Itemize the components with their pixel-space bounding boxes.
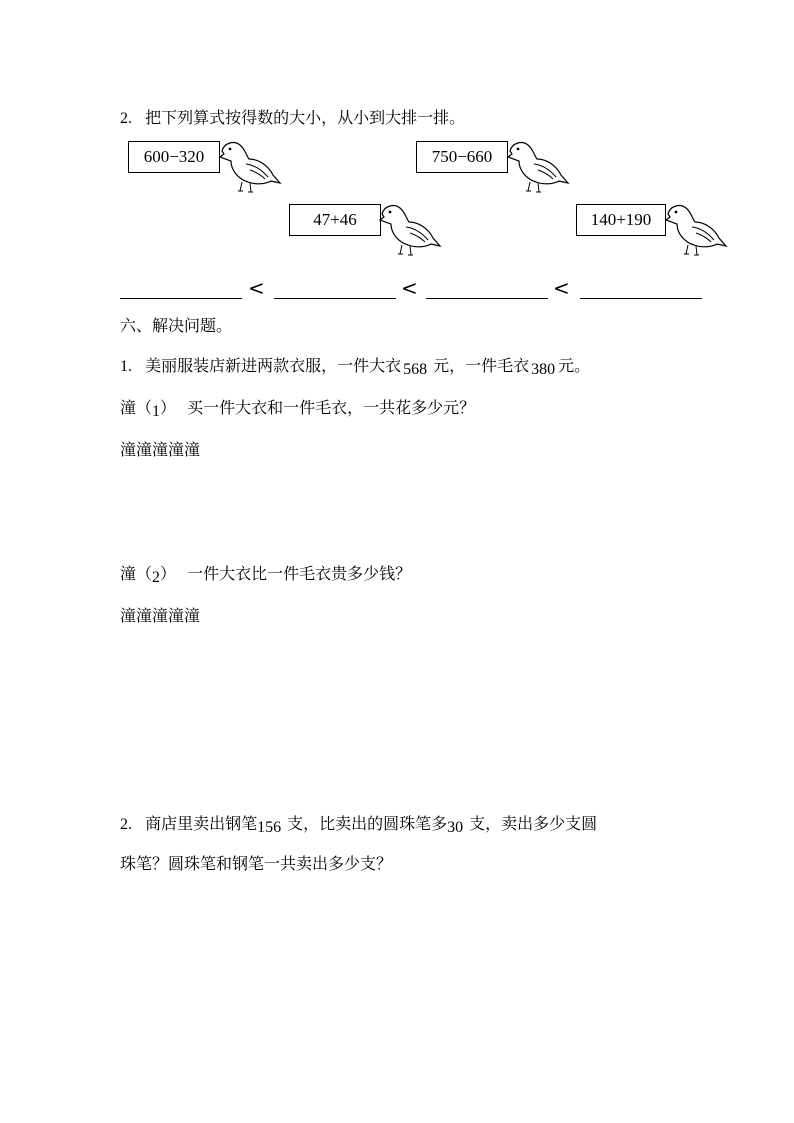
expression-box-3 bbox=[289, 204, 381, 236]
expression-text: 47+46 bbox=[313, 210, 357, 229]
answer-blank-4[interactable] bbox=[580, 298, 702, 299]
answer-filler: 潼潼潼潼潼 bbox=[120, 606, 201, 625]
sub-question-suffix: ） bbox=[160, 564, 177, 583]
sub-question-2 bbox=[120, 564, 411, 585]
less-than-sign: < bbox=[248, 276, 265, 300]
coat-price: 568 bbox=[403, 361, 428, 378]
answer-blank-2[interactable] bbox=[274, 298, 396, 299]
bird-icon bbox=[662, 200, 728, 258]
q2-instruction bbox=[120, 108, 465, 129]
question-number: 2. bbox=[120, 110, 132, 127]
sub-question-text: 一件大衣比一件毛衣贵多少钱？ bbox=[187, 564, 412, 583]
difference-count: 30 bbox=[447, 819, 464, 836]
section-title: 六、解决问题。 bbox=[120, 316, 233, 335]
instruction-text: 把下列算式按得数的大小，从小到大排一排。 bbox=[145, 108, 466, 127]
sub-question-number: 2 bbox=[152, 569, 161, 586]
answer-blank-1[interactable] bbox=[120, 298, 242, 299]
answer-filler: 潼潼潼潼潼 bbox=[120, 440, 201, 459]
less-than-sign: < bbox=[553, 276, 570, 300]
problem-text: 美丽服装店新进两款衣服，一件大衣 bbox=[145, 356, 402, 375]
bird-icon bbox=[504, 137, 570, 195]
less-than-sign: < bbox=[401, 276, 418, 300]
bird-icon bbox=[376, 200, 442, 258]
problem-1 bbox=[120, 356, 590, 377]
sub-question-1 bbox=[120, 398, 475, 419]
sub-question-prefix: 潼（ bbox=[120, 398, 153, 417]
answer-blank-3[interactable] bbox=[426, 298, 548, 299]
expression-text: 600−320 bbox=[143, 147, 205, 166]
expression-box-4 bbox=[576, 204, 666, 236]
pens-sold: 156 bbox=[257, 819, 282, 836]
problem-text: 商店里卖出钢笔 bbox=[145, 814, 258, 833]
expression-box-2 bbox=[416, 141, 508, 173]
expression-text: 140+190 bbox=[590, 210, 652, 229]
sub-question-number: 1 bbox=[152, 403, 161, 420]
problem-text: 支，比卖出的圆珠笔多 bbox=[287, 814, 448, 833]
sub-question-suffix: ） bbox=[160, 398, 177, 417]
problem-text: 元，一件毛衣 bbox=[433, 356, 530, 375]
sub-question-text: 买一件大衣和一件毛衣，一共花多少元？ bbox=[187, 398, 476, 417]
sub-question-prefix: 潼（ bbox=[120, 564, 153, 583]
problem-text: 元。 bbox=[558, 356, 591, 375]
problem-number: 1. bbox=[120, 358, 132, 375]
sweater-price: 380 bbox=[531, 361, 556, 378]
problem-2 bbox=[120, 814, 597, 835]
problem-number: 2. bbox=[120, 816, 132, 833]
expression-box-1 bbox=[128, 141, 220, 173]
problem-text: 支，卖出多少支圆 bbox=[469, 814, 598, 833]
expression-text: 750−660 bbox=[431, 147, 493, 166]
problem-2-line-2: 珠笔？圆珠笔和钢笔一共卖出多少支？ bbox=[120, 854, 393, 873]
bird-icon bbox=[216, 137, 282, 195]
